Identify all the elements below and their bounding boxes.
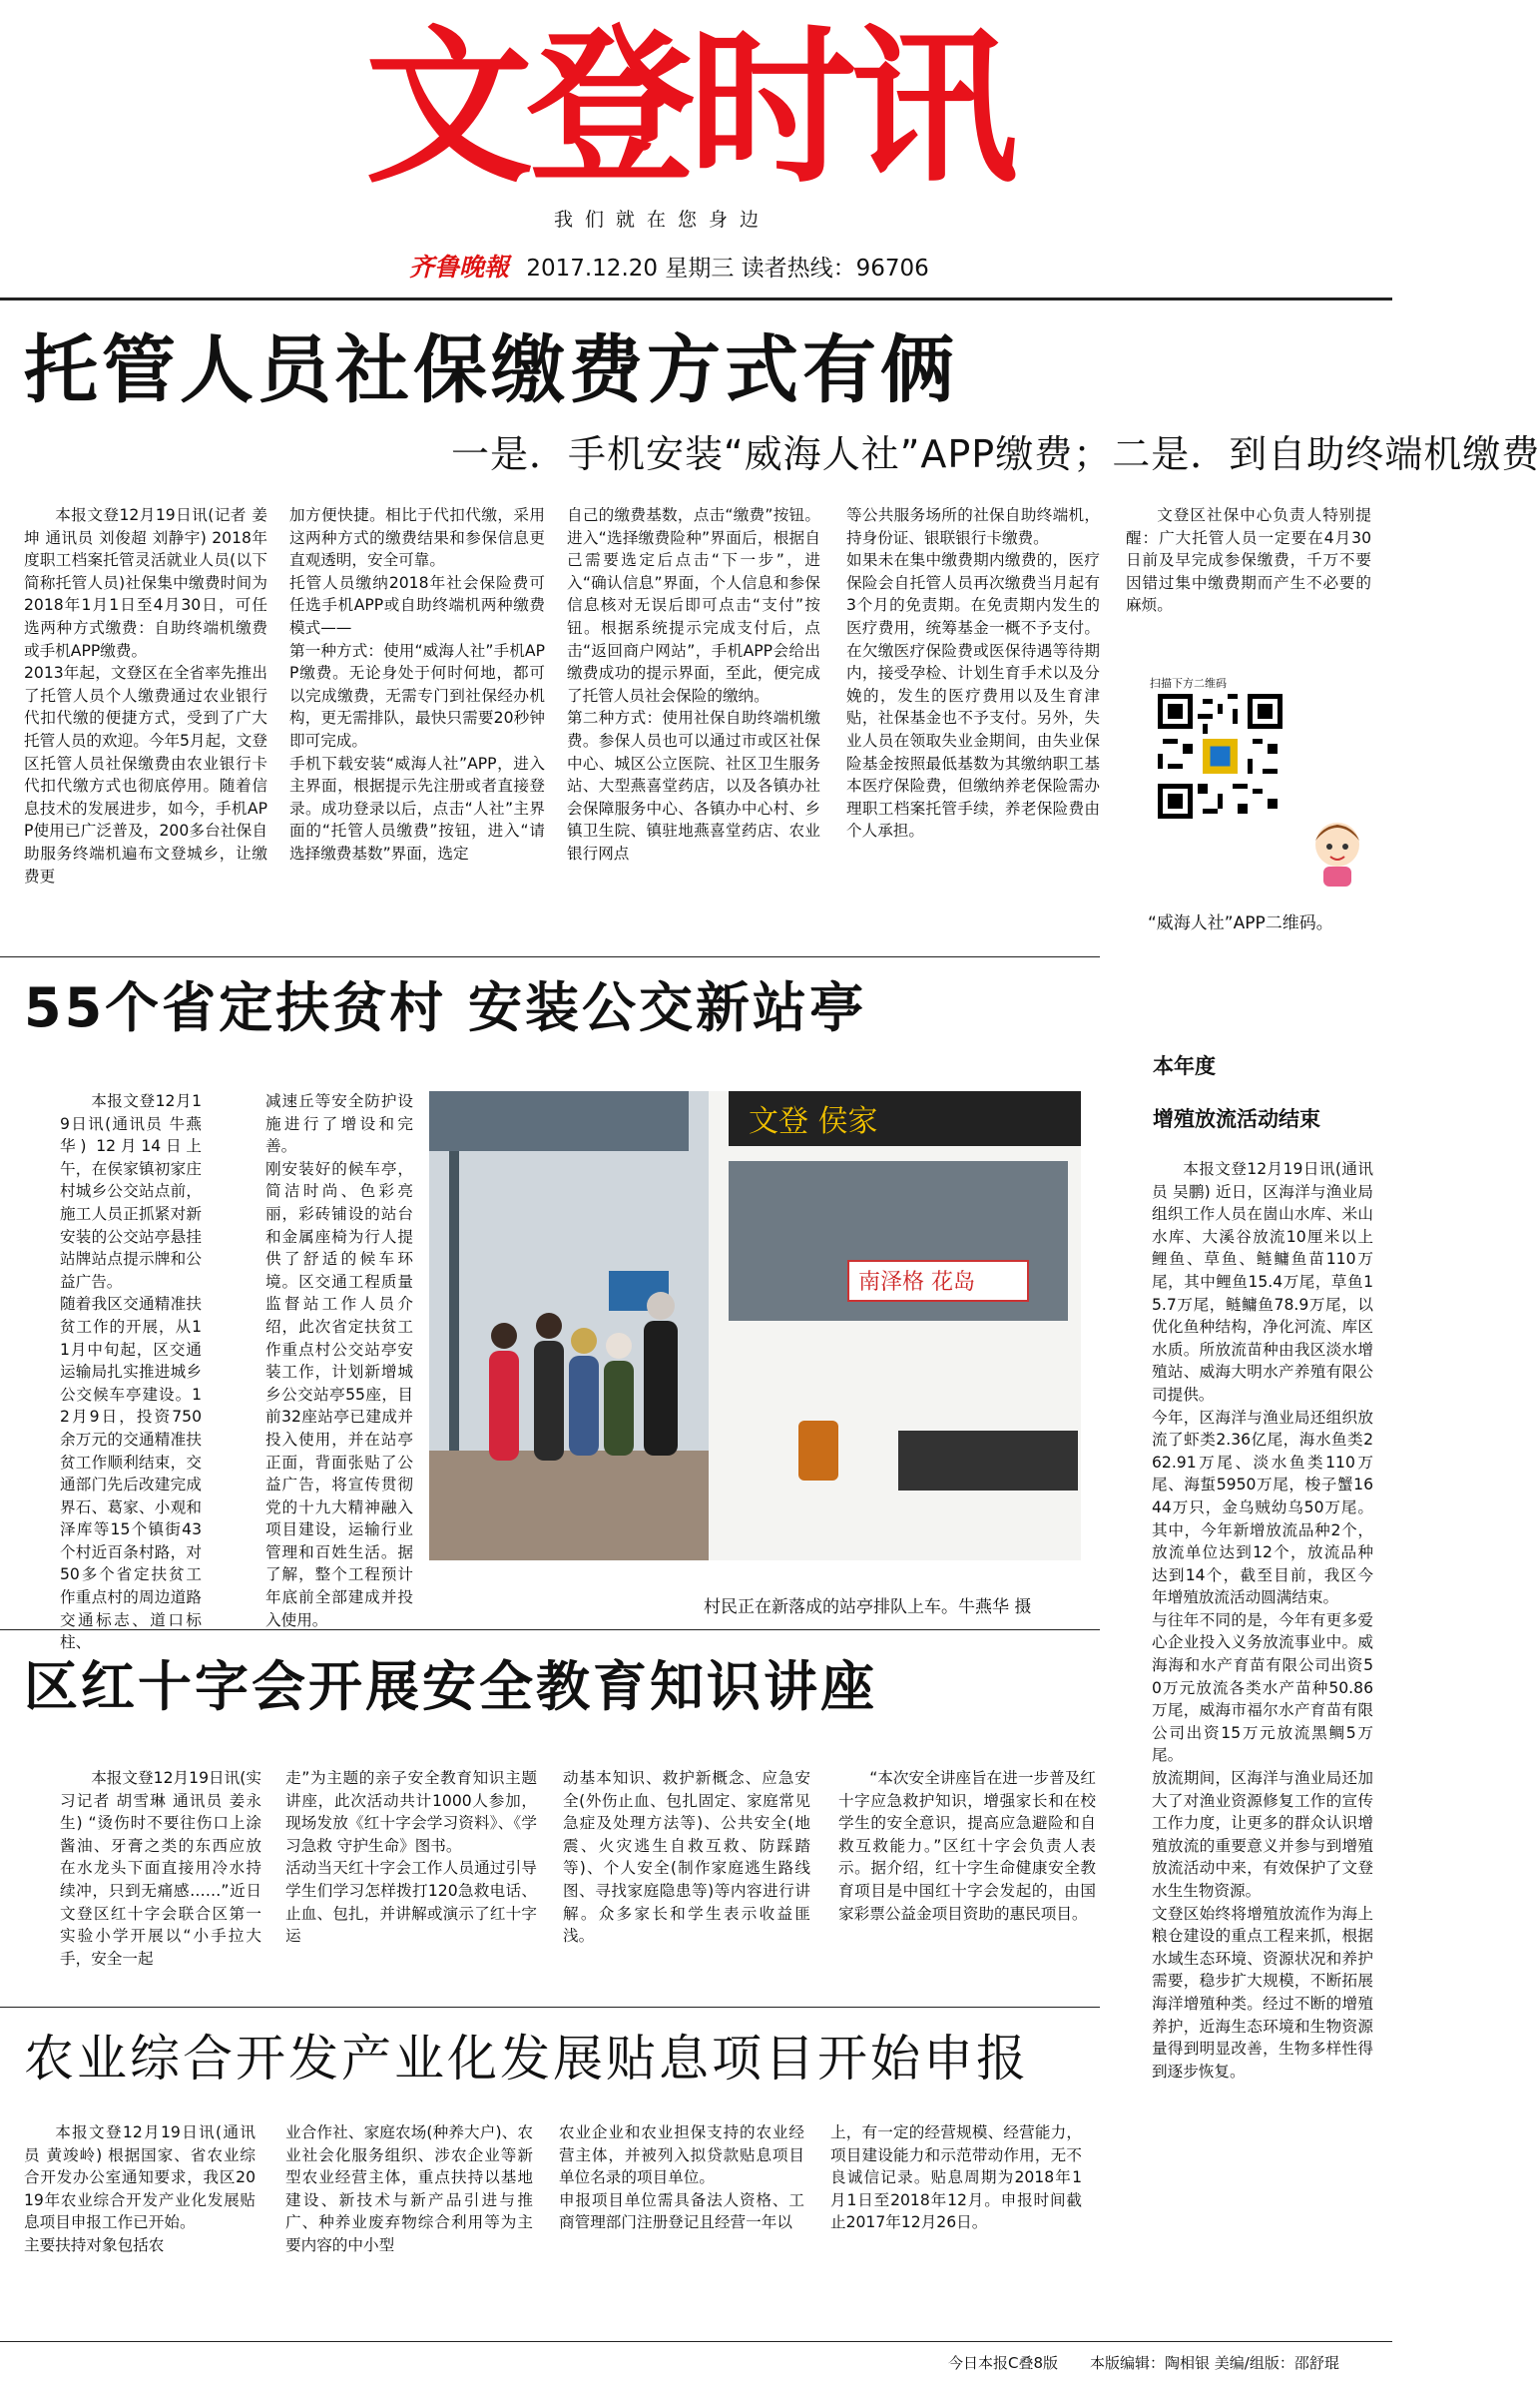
article4-col3-text: 农业企业和农业担保支持的农业经营主体，并被列入拟贷款贴息项目单位名录的项目单位。 申报项目单位需具备法人资格、工商管理部门注册登记且经营一年以: [559, 2123, 804, 2232]
article1-col5: [1126, 504, 1371, 644]
article3-headline: 区红十字会开展安全教育知识讲座: [24, 1655, 877, 1718]
bus-sign: 文登 侯家: [749, 1104, 878, 1139]
article3-col1-text: 本报文登12月19日讯(实习记者 胡雪琳 通讯员 姜永生) “烫伤时不要往伤口上涂酱油、牙膏之类的东西应放在水龙头下面直接用冷水持续冲，只到无痛感……”近日文登区红十字会联合区第一实验小学开展以“小手拉大手，安全一起: [60, 1769, 261, 1968]
article1-col1: [24, 504, 267, 985]
article4-headline: 农业综合开发产业化发展贴息项目开始申报: [24, 2030, 1029, 2088]
article1-col4-text: 等公共服务场所的社保自助终端机，持身份证、银联银行卡缴费。 如果未在集中缴费期内缴费的，医疗保险会自托管人员再次缴费当月起有3个月的免责期。在免责期内发生的医疗费用，统筹基金一概不予支付。在欠缴医疗保险费或医保待遇等待期内，接受孕检、计划生育手术以及分娩的，发生的医疗费用以及生育津贴，社保基金也不予支付。另外，失业人员在领取失业金期间，由失业保险基金按照最低基数为其缴纳职工基本医疗保险费，但缴纳养老保险需办理职工档案托管手续，养老保险费由个人承担。: [846, 506, 1100, 841]
article1-col2-text: 加方便快捷。相比于代扣代缴，采用这两种方式的缴费结果和参保信息更直观透明，安全可靠。 托管人员缴纳2018年社会保险费可任选手机APP或自助终端机两种缴费模式—— 第一种方式：使用“威海人社”手机APP缴费。无论身处于何时何地，都可以完成缴费，无需专门到社保经办机构，更无需排队，最快只需要20秒钟即可完成。 手机下载安装“威海人社”APP，进入主界面，根据提示先注册或者直接登录。成功登录以后，点击“人社”主界面的“托管人员缴费”按钮，进入“请选择缴费基数”界面，选定: [289, 506, 545, 863]
article2-rule: [0, 1629, 1100, 1630]
article3-col4: [838, 1767, 1096, 1989]
photo-caption: 村民正在新落成的站亭排队上车。牛燕华 摄: [704, 1597, 1032, 1617]
article3-col3: [563, 1767, 810, 1989]
article3-col4-text: “本次安全讲座旨在进一步普及红十字应急救护知识，增强家长和在校学生的安全意识，提高应急避险和自救互救能力。”区红十字会负责人表示。据介绍，红十字生命健康安全教育项目是中国红十字会发起的，由国家彩票公益金项目资助的惠民项目。: [838, 1769, 1096, 1923]
bus-route-sign: 南泽格 花岛: [858, 1270, 975, 1295]
bus-stop-photo: [429, 1091, 1081, 1560]
qr-code-image: [1158, 694, 1283, 819]
article3-col2: [285, 1767, 537, 1989]
article1-col2: [289, 504, 545, 985]
article1-rule: [0, 956, 1100, 957]
article1-col1-text: 本报文登12月19日讯(记者 姜坤 通讯员 刘俊超 刘静宇) 2018年度职工档案托管灵活就业人员(以下简称托管人员)社保集中缴费时间为2018年1月1日至4月30日，可任选两种方式缴费：自助终端机缴费或手机APP缴费。 2013年起，文登区在全省率先推出了托管人员个人缴费通过农业银行代扣代缴的便捷方式，受到了广大托管人员的欢迎。今年5月起，文登区托管人员社保缴费由农业银行卡代扣代缴方式也彻底停用。随着信息技术的发展进步，如今，手机APP使用已广泛普及，200多台社保自助服务终端机遍布文登城乡，让缴费更: [24, 506, 267, 886]
sidebar-title: 增殖放流活动结束: [1153, 1107, 1320, 1131]
sidebar-kicker: 本年度: [1153, 1054, 1216, 1078]
cartoon-kid-illustration: [1297, 809, 1377, 889]
article4-col3: [559, 2121, 804, 2341]
article1-subhead: 一是．手机安装“威海人社”APP缴费；二是．到自助终端机缴费: [451, 432, 1540, 476]
top-rule: [0, 298, 1392, 300]
qr-label: 扫描下方二维码: [1150, 677, 1227, 690]
masthead-title: 文登时讯: [365, 10, 1012, 206]
article3-col2-text: 走”为主题的亲子安全教育知识主题讲座，此次活动共计1000人参加，现场发放《红十字会学习资料》、《学习急救 守护生命》图书。 活动当天红十字会工作人员通过引导学生们学习怎样拨打120急救电话、止血、包扎，并讲解或演示了红十字运: [285, 1769, 537, 1946]
article2-col2-text: 减速丘等安全防护设施进行了增设和完善。 刚安装好的候车亭，简洁时尚、色彩亮丽，彩砖铺设的站台和金属座椅为行人提供了舒适的候车环境。区交通工程质量监督站工作人员介绍，此次省定扶贫工作重点村公交站亭安装工作，计划新增城乡公交站亭55座，目前32座站亭已建成并投入使用，并在站亭正面，背面张贴了公益广告，将宣传贯彻党的十九大精神融入项目建设，运输行业管理和百姓生活。据了解，整个工程预计年底前全部建成并投入使用。: [265, 1092, 413, 1629]
footer-page-ref: 今日本报C叠8版: [948, 2354, 1059, 2372]
article1-col5-text: 文登区社保中心负责人特别提醒：广大托管人员一定要在4月30日前及早完成参保缴费，千万不要因错过集中缴费期而产生不必要的麻烦。: [1126, 506, 1371, 615]
date-and-hotline: 2017.12.20 星期三 读者热线：96706: [526, 256, 929, 282]
article2-col1: [60, 1090, 202, 1652]
sidebar-body-text: 本报文登12月19日讯(通讯员 吴鹏) 近日，区海洋与渔业局组织工作人员在崮山水库、米山水库、大溪谷放流10厘米以上鲤鱼、草鱼、鲢鳙鱼苗110万尾，其中鲤鱼15.4万尾，草鱼15.7万尾，鲢鳙鱼78.9万尾，以优化鱼种结构，净化河流、库区水质。所放流苗种由我区淡水增殖站、威海大明水产养殖有限公司提供。 今年，区海洋与渔业局还组织放流了虾类2.36亿尾，海水鱼类262.91万尾、淡水鱼类110万尾、海蜇5950万尾，梭子蟹1644万只，金乌贼幼乌50万尾。其中，今年新增放流品种2个，放流单位达到12个，放流品种达到14个，截至目前，我区今年增殖放流活动圆满结束。 与往年不同的是，今年有更多爱心企业投入义务放流事业中。威海海和水产育苗有限公司出资50万元放流各类水产苗种50.86万尾，威海市福尔水产育苗有限公司出资15万元放流黑鲷5万尾。 放流期间，区海洋与渔业局还加大了对渔业资源修复工作的宣传工作力度，让更多的群众认识增殖放流的重要意义并参与到增殖放流活动中来，有效保护了文登水生生物资源。 文登区始终将增殖放流作为海上粮仓建设的重点工程来抓，根据水域生态环境、资源状况和养护需要，稳步扩大规模，不断拓展海洋增殖种类。经过不断的增殖养护，近海生态环境和生物资源量得到明显改善，生物多样性得到逐步恢复。: [1152, 1160, 1373, 2081]
article1-headline: 托管人员社保缴费方式有俩: [24, 327, 958, 413]
article4-col4: [830, 2121, 1082, 2341]
article2-headline: 55个省定扶贫村 安装公交新站亭: [24, 976, 866, 1039]
article1-col3: [567, 504, 820, 985]
article4-col2-text: 业合作社、家庭农场(种养大户)、农业社会化服务组织、涉农企业等新型农业经营主体，重点扶持以基地建设、新技术与新产品引进与推广、种养业废弃物综合利用等为主要内容的中小型: [285, 2123, 533, 2254]
article1-col4: [846, 504, 1100, 985]
article3-col3-text: 动基本知识、救护新概念、应急安全(外伤止血、包扎固定、家庭常见急症及处理方法等)、公共安全(地震、火灾逃生自救互救、防踩踏等)、个人安全(制作家庭逃生路线图、寻找家庭隐患等)等内容进行讲解。众多家长和学生表示收益匪浅。: [563, 1769, 810, 1946]
article3-rule: [0, 2007, 1100, 2008]
paper-name: 齐鲁晚報: [409, 253, 510, 282]
article2-col1-text: 本报文登12月19日讯(通讯员 牛燕华) 12月14日上午，在侯家镇初家庄村城乡公交站点前，施工人员正抓紧对新安装的公交站亭悬挂站牌站点提示牌和公益广告。 随着我区交通精准扶贫工作的开展，从11月中旬起，区交通运输局扎实推进城乡公交候车亭建设。12月9日，投资750余万元的交通精准扶贫工作顺利结束，交通部门先后改建完成界石、葛家、小观和泽库等15个镇街43个村近百条村路，对50多个省定扶贫工作重点村的周边道路交通标志、道口标柱、: [60, 1092, 202, 1652]
article4-col4-text: 上，有一定的经营规模、经营能力，项目建设能力和示范带动作用，无不良诚信记录。贴息周期为2018年1月1日至2018年12月。申报时间截止2017年12月26日。: [830, 2123, 1082, 2232]
sidebar-body: [1152, 1158, 1373, 2336]
footer-rule: [0, 2341, 1392, 2342]
article4-col2: [285, 2121, 533, 2341]
masthead-slogan: 我们就在您身边: [554, 209, 771, 231]
footer-credits: 本版编辑：陶相银 美编/组版：邵舒琨: [1090, 2354, 1339, 2372]
article1-col3-text: 自己的缴费基数，点击“缴费”按钮。进入“选择缴费险种”界面后，根据自己需要选定后点击“下一步”，进入“确认信息”界面，个人信息和参保信息核对无误后即可点击“支付”按钮。根据系统提示完成支付后，点击“返回商户网站”，手机APP会给出缴费成功的提示界面，至此，便完成了托管人员社会保险的缴纳。 第二种方式：使用社保自助终端机缴费。参保人员也可以通过市或区社保中心、城区公立医院、社区卫生服务站、大型燕喜堂药店，以及各镇办社会保障服务中心、各镇办中心村、乡镇卫生院、镇驻地燕喜堂药店、农业银行网点: [567, 506, 820, 863]
article3-col1: [60, 1767, 261, 1989]
masthead-dateline: [409, 248, 1008, 284]
article4-col1-text: 本报文登12月19日讯(通讯员 黄竣岭) 根据国家、省农业综合开发办公室通知要求，我区2019年农业综合开发产业化发展贴息项目申报工作已开始。 主要扶持对象包括农: [24, 2123, 256, 2254]
article2-col2: [265, 1090, 413, 1629]
article4-col1: [24, 2121, 256, 2341]
qr-caption: “威海人社”APP二维码。: [1148, 913, 1333, 933]
